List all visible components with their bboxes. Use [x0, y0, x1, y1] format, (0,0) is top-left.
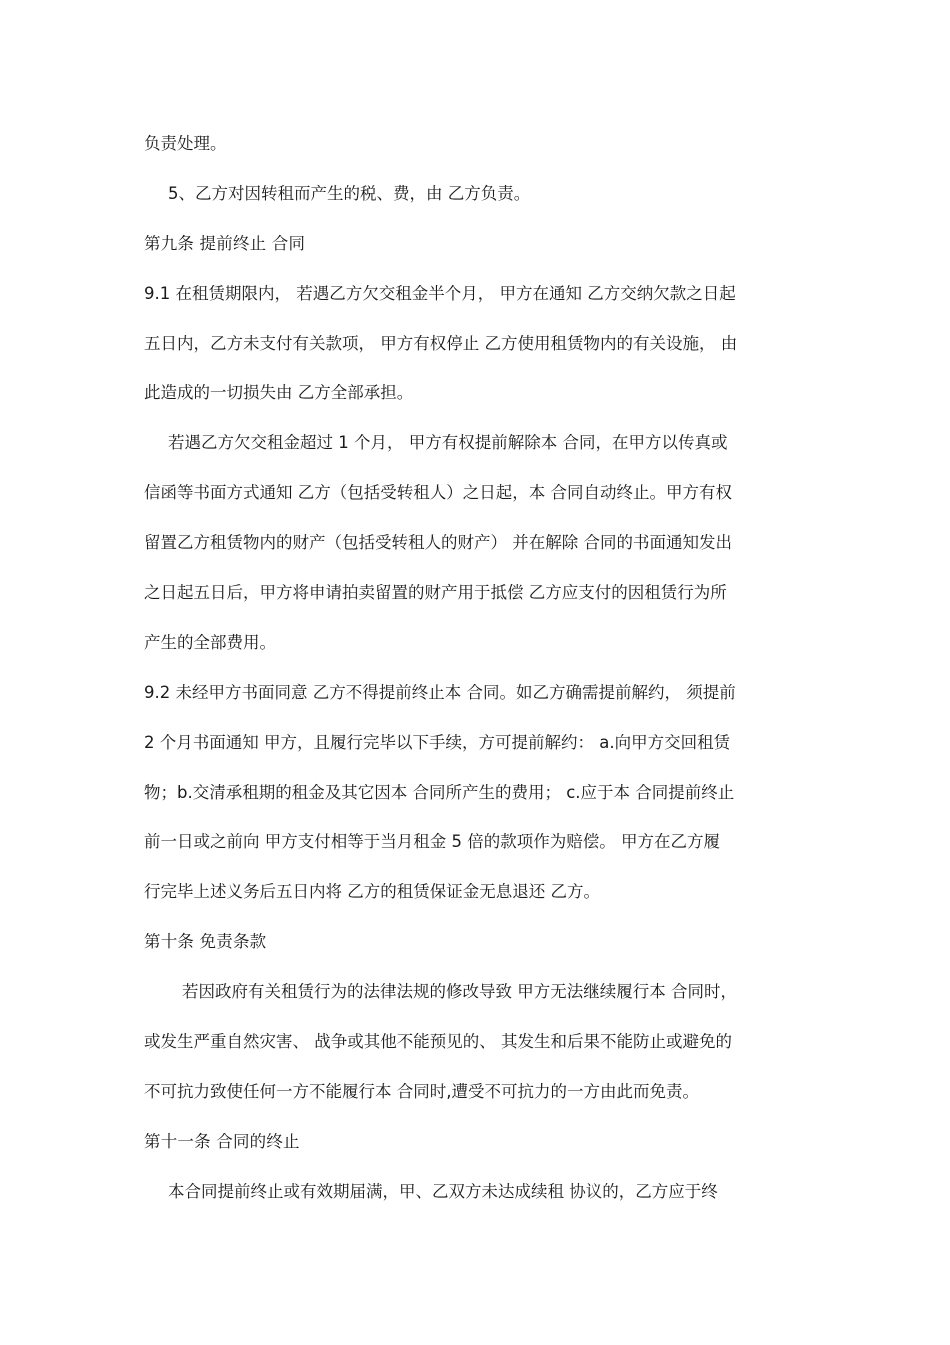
text-line-10: 之日起五日后，甲方将申请拍卖留置的财产用于抵偿 乙方应支付的因租赁行为所 [144, 583, 727, 602]
text-line-18: 若因政府有关租赁行为的法律法规的修改导致 甲方无法继续履行本 合同时， [182, 982, 737, 1001]
text-line-6: 此造成的一切损失由 乙方全部承担。 [144, 383, 414, 402]
text-line-2: 5、乙方对因转租而产生的税、费，由 乙方负责。 [168, 184, 531, 203]
text-line-8: 信函等书面方式通知 乙方（包括受转租人）之日起，本 合同自动终止。甲方有权 [144, 483, 732, 502]
text-line-13: 2 个月书面通知 甲方，且履行完毕以下手续，方可提前解约： a.向甲方交回租赁 [144, 733, 731, 752]
text-line-15: 前一日或之前向 甲方支付相等于当月租金 5 倍的款项作为赔偿。 甲方在乙方履 [144, 832, 720, 851]
text-line-20: 不可抗力致使任何一方不能履行本 合同时,遭受不可抗力的一方由此而免责。 [144, 1082, 699, 1101]
text-line-22: 本合同提前终止或有效期届满，甲、乙双方未达成续租 协议的，乙方应于终 [168, 1182, 718, 1201]
text-line-1: 负责处理。 [144, 134, 227, 153]
section-heading-11: 第十一条 合同的终止 [144, 1132, 300, 1151]
text-line-11: 产生的全部费用。 [144, 633, 276, 652]
text-line-19: 或发生严重自然灾害、 战争或其他不能预见的、 其发生和后果不能防止或避免的 [144, 1032, 732, 1051]
section-heading-9: 第九条 提前终止 合同 [144, 234, 306, 253]
text-line-9: 留置乙方租赁物内的财产（包括受转租人的财产） 并在解除 合同的书面通知发出 [144, 533, 732, 552]
text-line-7: 若遇乙方欠交租金超过 1 个月， 甲方有权提前解除本 合同，在甲方以传真或 [168, 433, 728, 452]
section-heading-10: 第十条 免责条款 [144, 932, 267, 951]
text-line-16: 行完毕上述义务后五日内将 乙方的租赁保证金无息退还 乙方。 [144, 882, 600, 901]
text-line-14: 物；b.交清承租期的租金及其它因本 合同所产生的费用； c.应于本 合同提前终止 [144, 783, 735, 802]
text-line-12: 9.2 未经甲方书面同意 乙方不得提前终止本 合同。如乙方确需提前解约， 须提前 [144, 683, 736, 702]
text-line-5: 五日内，乙方未支付有关款项， 甲方有权停止 乙方使用租赁物内的有关设施， 由 [144, 334, 738, 353]
text-line-4: 9.1 在租赁期限内， 若遇乙方欠交租金半个月， 甲方在通知 乙方交纳欠款之日起 [144, 284, 736, 303]
